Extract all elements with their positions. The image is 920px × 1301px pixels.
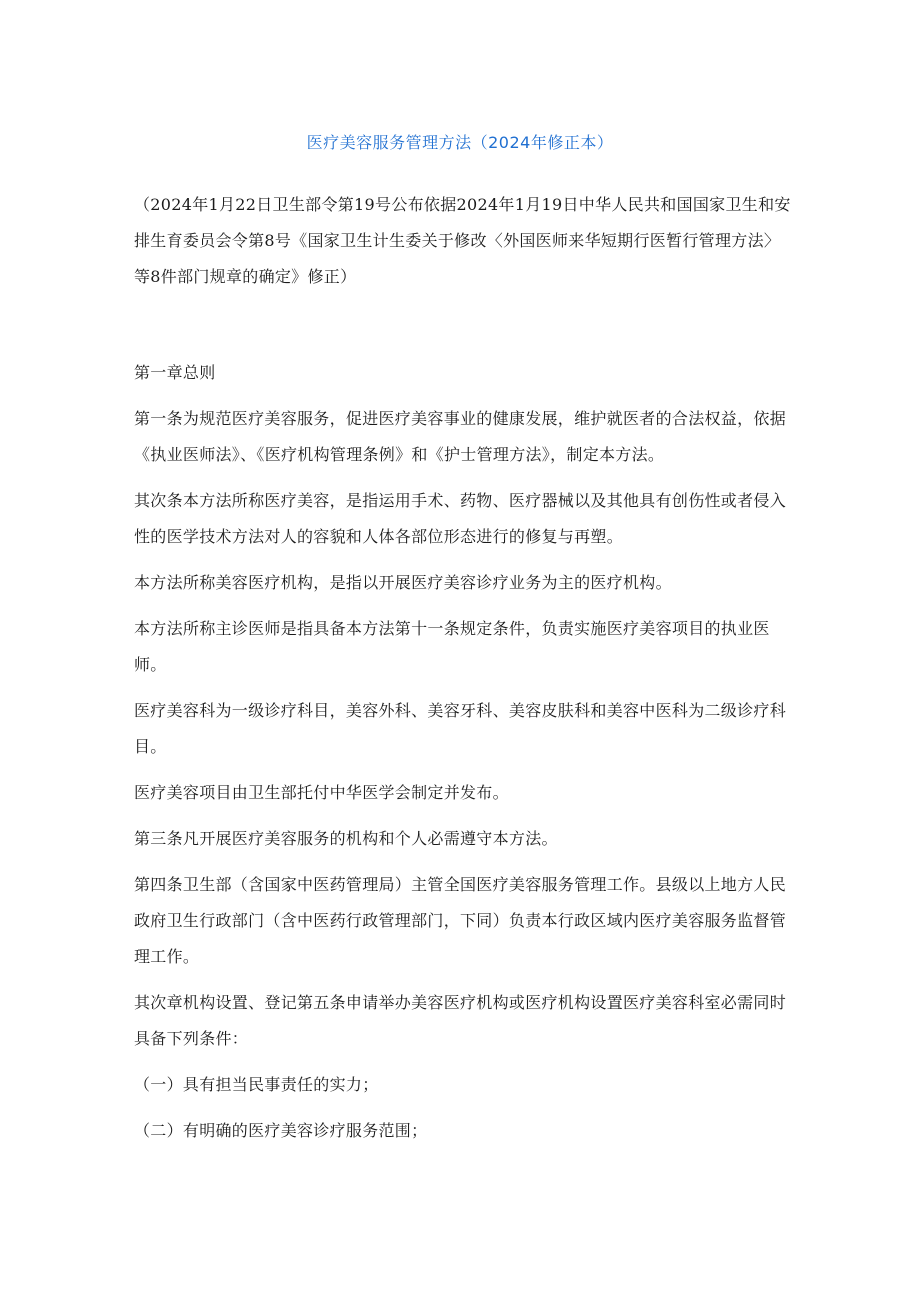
paragraph: 医疗美容项目由卫生部托付中华医学会制定并发布。 [134, 783, 509, 802]
paragraph: 其次条本方法所称医疗美容，是指运用手术、药物、医疗器械以及其他具有创伤性或者侵入性的医学技术方法对人的容貌和人体各部位形态进行的修复与再塑。 [134, 491, 787, 546]
paragraph: 本方法所称主诊医师是指具备本方法第十一条规定条件，负责实施医疗美容项目的执业医师。 [134, 619, 770, 674]
document-title: 医疗美容服务管理方法（2024年修正本） [306, 133, 614, 152]
paragraph: 本方法所称美容医疗机构，是指以开展医疗美容诊疗业务为主的医疗机构。 [134, 573, 672, 592]
paragraph: 其次章机构设置、登记第五条申请举办美容医疗机构或医疗机构设置医疗美容科室必需同时具备下列条件： [134, 993, 787, 1048]
paragraph: 第一条为规范医疗美容服务，促进医疗美容事业的健康发展，维护就医者的合法权益，依据《执业医师法》、《医疗机构管理条例》和《护士管理方法》，制定本方法。 [134, 409, 787, 464]
chapter-heading: 第一章总则 [134, 363, 216, 382]
list-item: （二）有明确的医疗美容诊疗服务范围； [134, 1121, 428, 1140]
paragraph: 第三条凡开展医疗美容服务的机构和个人必需遵守本方法。 [134, 829, 558, 848]
document-body [134, 355, 794, 1159]
document-subtitle: （2024年1月22日卫生部令第19号公布依据2024年1月19日中华人民共和国国家卫生和安排生育委员会令第8号《国家卫生计生委关于修改〈外国医师来华短期行医暂行管理方法〉等8件部门规章的确定》修正） [134, 195, 791, 286]
list-item: （一）具有担当民事责任的实力； [134, 1075, 379, 1094]
paragraph: 医疗美容科为一级诊疗科目，美容外科、美容牙科、美容皮肤科和美容中医科为二级诊疗科目。 [134, 701, 787, 756]
paragraph: 第四条卫生部（含国家中医药管理局）主管全国医疗美容服务管理工作。县级以上地方人民政府卫生行政部门（含中医药行政管理部门，下同）负责本行政区域内医疗美容服务监督管理工作。 [134, 875, 787, 966]
